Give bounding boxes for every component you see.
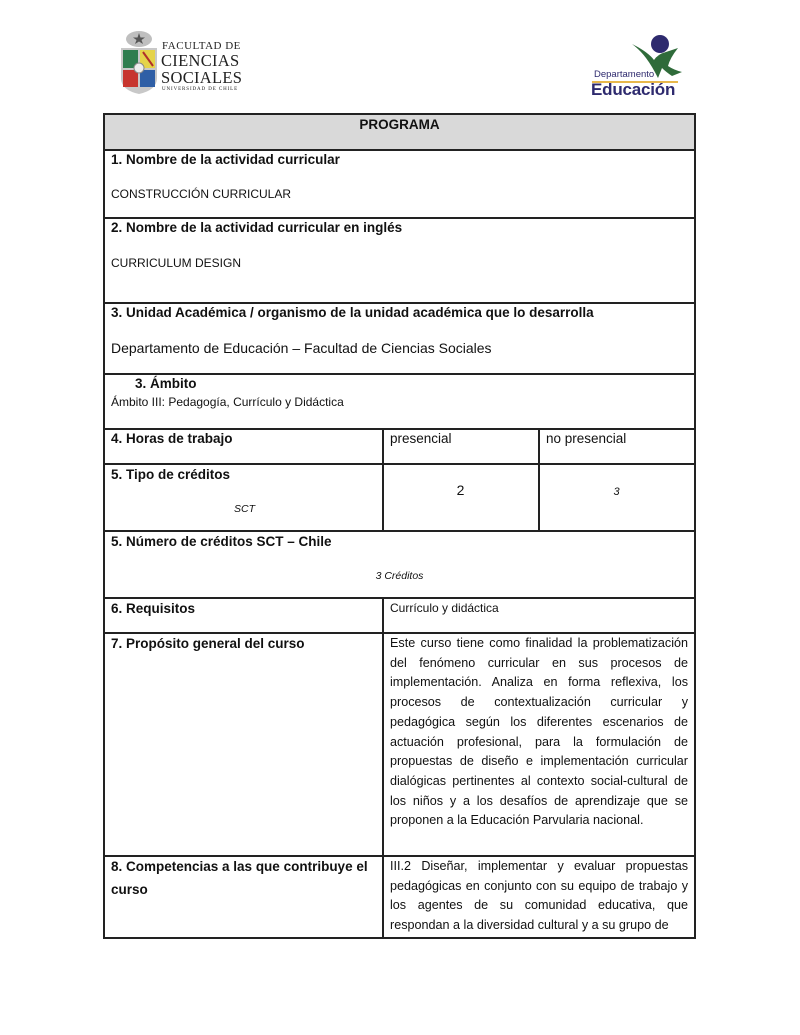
section-8-heading-line1: 8. Competencias a las que contribuye el xyxy=(111,859,368,874)
vline xyxy=(538,428,540,531)
section-4-heading: 4. Horas de trabajo xyxy=(111,431,233,446)
table-title: PROGRAMA xyxy=(359,117,440,132)
logo-line-universidad: UNIVERSIDAD DE CHILE xyxy=(162,87,239,92)
hours-presencial-label: presencial xyxy=(390,431,452,446)
competencies-value: III.2 Diseñar, implementar y evaluar propuestas pedagógicas en conjunto con su equipo de trabajo y los agentes de su comunidad educativa, que respondan a la diversidad cultural y a su grupo de xyxy=(390,859,688,933)
requirements-value: Currículo y didáctica xyxy=(390,601,499,615)
hline xyxy=(103,428,696,430)
vline xyxy=(382,597,384,938)
credits-no-presencial-value: 3 xyxy=(613,486,620,498)
credits-presencial-value: 2 xyxy=(456,482,465,498)
section-credit-number-heading: 5. Número de créditos SCT – Chile xyxy=(111,534,332,549)
hline xyxy=(103,113,696,115)
logo-line-facultad: FACULTAD DE xyxy=(162,40,241,52)
ambito-value: Ámbito III: Pedagogía, Currículo y Didáctica xyxy=(111,395,344,409)
course-name-value: CONSTRUCCIÓN CURRICULAR xyxy=(111,187,292,201)
vline xyxy=(382,428,384,531)
hours-no-presencial-label: no presencial xyxy=(546,431,627,446)
section-7-heading: 7. Propósito general del curso xyxy=(111,636,305,651)
hline xyxy=(103,302,696,304)
section-1-heading: 1. Nombre de la actividad curricular xyxy=(111,152,340,167)
logo-line-sociales: SOCIALES xyxy=(161,68,243,87)
logo-educacion: Educación xyxy=(591,80,676,99)
credit-type-value: SCT xyxy=(234,503,255,515)
logo-line-ciencias: CIENCIAS xyxy=(161,51,240,70)
department-logo xyxy=(588,32,688,99)
hline xyxy=(103,217,696,219)
border-left xyxy=(103,113,105,939)
faculty-logo xyxy=(118,30,243,100)
hline xyxy=(103,530,696,532)
logo-departamento: Departamento xyxy=(594,69,655,80)
credit-number-value: 3 Créditos xyxy=(375,570,424,582)
hline xyxy=(103,149,696,151)
section-5-heading: 5. Tipo de créditos xyxy=(111,467,231,482)
section-8-heading-line2: curso xyxy=(111,882,148,897)
section-3-heading: 3. Unidad Académica / organismo de la unidad académica que lo desarrolla xyxy=(111,305,594,320)
hline xyxy=(103,373,696,375)
course-purpose-value: Este curso tiene como finalidad la problematización del fenómeno curricular en sus procesos de implementación. Analiza en forma reflexiva, los procesos de contextualización curricular y pedagógica según los diferentes escenarios de actuación profesional, para la formulación de propuestas de diseño e implementación curricular dialógicas pertinentes al contexto social-cultural de los niños y a los desafíos de aprendizaje que se proponen a la Educación Parvularia nacional. xyxy=(390,636,688,828)
hline xyxy=(103,937,696,939)
university-shield-icon xyxy=(118,30,160,96)
section-6-heading: 6. Requisitos xyxy=(111,601,196,616)
section-2-heading: 2. Nombre de la actividad curricular en inglés xyxy=(111,220,403,235)
hline xyxy=(103,463,696,465)
section-ambito-heading: 3. Ámbito xyxy=(135,376,197,391)
hline xyxy=(103,597,696,599)
course-name-english-value: CURRICULUM DESIGN xyxy=(111,256,242,270)
academic-unit-value: Departamento de Educación – Facultad de Ciencias Sociales xyxy=(111,340,492,356)
border-right xyxy=(694,113,696,939)
